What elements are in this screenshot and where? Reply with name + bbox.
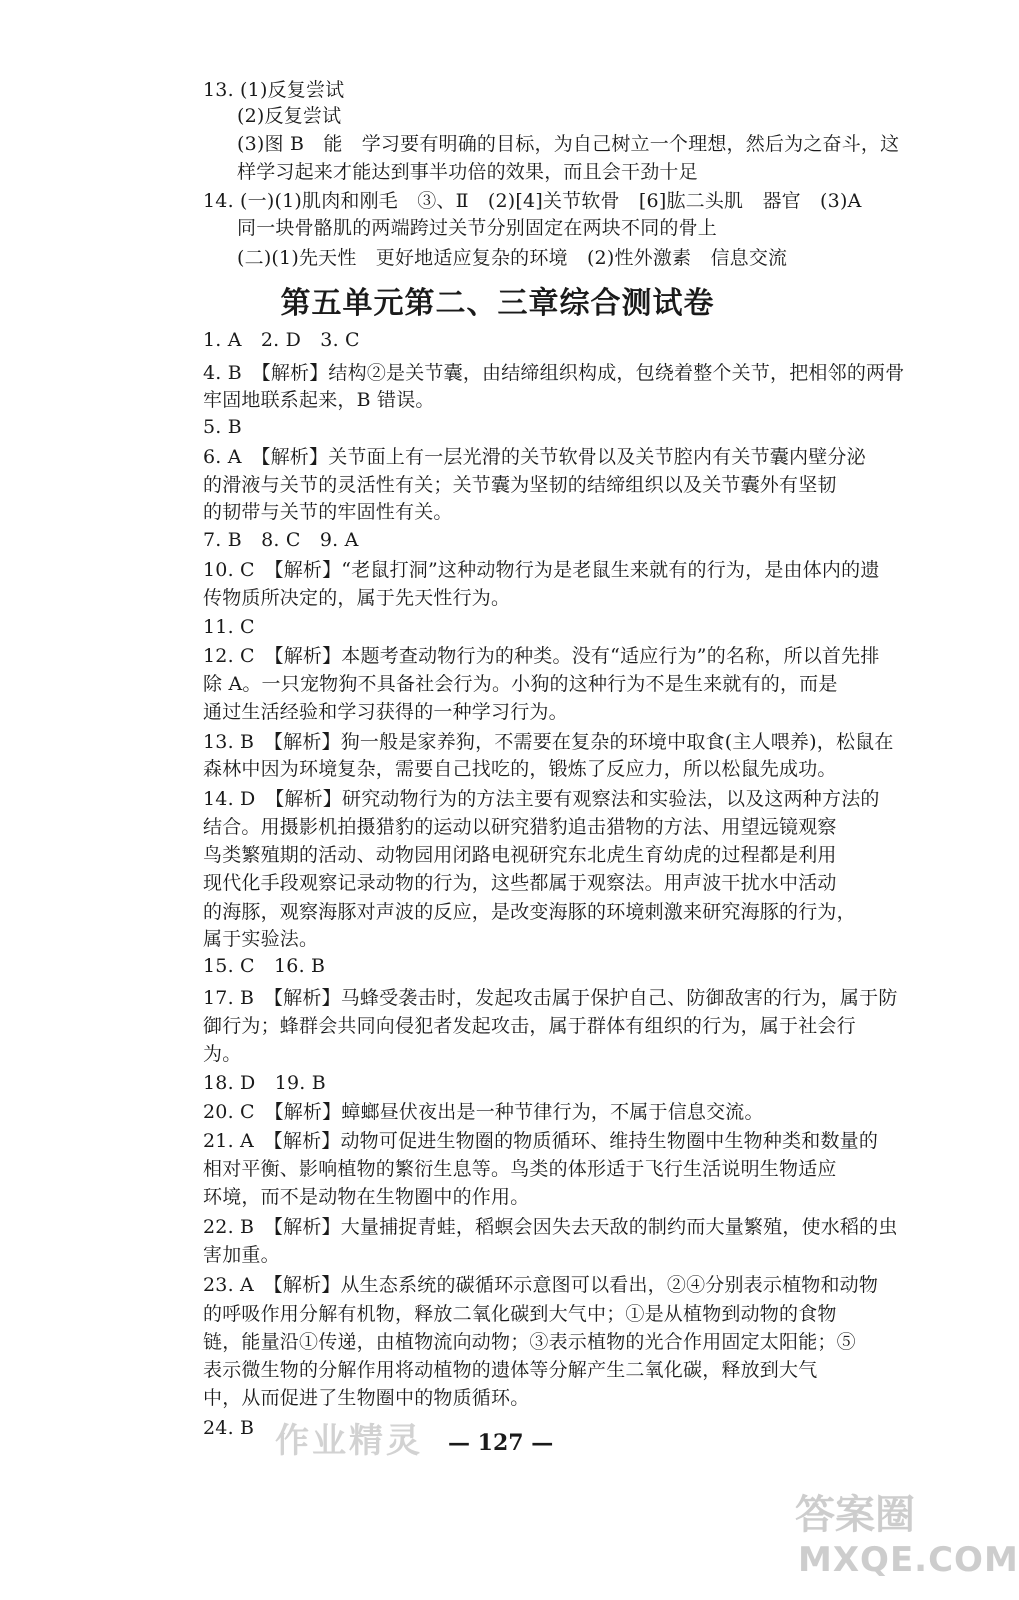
answer-line: 13. B 【解析】狗一般是家养狗，不需要在复杂的环境中取食(主人喂养)，松鼠在 bbox=[203, 731, 894, 753]
answer-line: 相对平衡、影响植物的繁衍生息等。鸟类的体形适于飞行生活说明生物适应 bbox=[203, 1158, 837, 1180]
answer-line: 同一块骨骼肌的两端跨过关节分别固定在两块不同的骨上 bbox=[237, 217, 718, 239]
answer-line: 21. A 【解析】动物可促进生物圈的物质循环、维持生物圈中生物种类和数量的 bbox=[203, 1130, 879, 1152]
answer-line: 通过生活经验和学习获得的一种学习行为。 bbox=[203, 701, 568, 723]
answer-line: 表示微生物的分解作用将动植物的遗体等分解产生二氧化碳，释放到大气 bbox=[203, 1359, 818, 1381]
answer-line: 1. A 2. D 3. C bbox=[203, 329, 360, 351]
answer-line: 的韧带与关节的牢固性有关。 bbox=[203, 501, 453, 523]
page-number: — 127 — bbox=[448, 1430, 554, 1456]
answer-line: 20. C 【解析】蟑螂昼伏夜出是一种节律行为，不属于信息交流。 bbox=[203, 1101, 764, 1123]
answer-line: 10. C 【解析】“老鼠打洞”这种动物行为是老鼠生来就有的行为，是由体内的遗 bbox=[203, 559, 880, 581]
answer-line: 鸟类繁殖期的活动、动物园用闭路电视研究东北虎生育幼虎的过程都是利用 bbox=[203, 844, 837, 866]
answer-line: 12. C 【解析】本题考查动物行为的种类。没有“适应行为”的名称，所以首先排 bbox=[203, 645, 880, 667]
answer-line: 15. C 16. B bbox=[203, 955, 326, 977]
answer-line: 链，能量沿①传递，由植物流向动物；③表示植物的光合作用固定太阳能；⑤ bbox=[203, 1331, 856, 1353]
answer-line: (二)(1)先天性 更好地适应复杂的环境 (2)性外激素 信息交流 bbox=[237, 247, 788, 269]
answer-line: 17. B 【解析】马蜂受袭击时，发起攻击属于保护自己、防御敌害的行为，属于防 bbox=[203, 987, 898, 1009]
answer-line: 13. (1)反复尝试 bbox=[203, 79, 345, 101]
answer-line: 的海豚，观察海豚对声波的反应，是改变海豚的环境刺激来研究海豚的行为， bbox=[203, 901, 856, 923]
answer-line: (3)图 B 能 学习要有明确的目标，为自己树立一个理想，然后为之奋斗，这 bbox=[237, 133, 900, 155]
answer-line: 现代化手段观察记录动物的行为，这些都属于观察法。用声波干扰水中活动 bbox=[203, 872, 837, 894]
answer-line: 中，从而促进了生物圈中的物质循环。 bbox=[203, 1387, 530, 1409]
corner-watermark-logo: 答案圈 bbox=[795, 1492, 915, 1538]
answer-line: 传物质所决定的，属于先天性行为。 bbox=[203, 587, 511, 609]
answer-line: 14. (一)(1)肌肉和刚毛 ③、Ⅱ (2)[4]关节软骨 [6]肱二头肌 器官 (3)A bbox=[203, 190, 862, 212]
corner-watermark-url: MXQE.COM bbox=[798, 1540, 1019, 1580]
answer-line: 森林中因为环境复杂，需要自己找吃的，锻炼了反应力，所以松鼠先成功。 bbox=[203, 758, 837, 780]
answer-line: 的呼吸作用分解有机物，释放二氧化碳到大气中；①是从植物到动物的食物 bbox=[203, 1303, 837, 1325]
answer-line: 14. D 【解析】研究动物行为的方法主要有观察法和实验法，以及这两种方法的 bbox=[203, 788, 880, 810]
answer-line: 害加重。 bbox=[203, 1244, 280, 1266]
answer-line: 属于实验法。 bbox=[203, 928, 319, 950]
answer-line: 11. C bbox=[203, 616, 255, 638]
answer-line: 4. B 【解析】结构②是关节囊，由结缔组织构成，包绕着整个关节，把相邻的两骨 bbox=[203, 362, 905, 384]
answer-line: 23. A 【解析】从生态系统的碳循环示意图可以看出，②④分别表示植物和动物 bbox=[203, 1274, 879, 1296]
answer-line: 样学习起来才能达到事半功倍的效果，而且会干劲十足 bbox=[237, 161, 698, 183]
answer-line: 24. B bbox=[203, 1417, 255, 1439]
watermark-text: 作业精灵 bbox=[275, 1421, 423, 1461]
answer-line: 牢固地联系起来，B 错误。 bbox=[203, 389, 435, 411]
answer-line: 22. B 【解析】大量捕捉青蛙，稻螟会因失去天敌的制约而大量繁殖，使水稻的虫 bbox=[203, 1216, 898, 1238]
answer-line: 7. B 8. C 9. A bbox=[203, 529, 359, 551]
answer-line: 的滑液与关节的灵活性有关；关节囊为坚韧的结缔组织以及关节囊外有坚韧 bbox=[203, 474, 837, 496]
answer-line: 除 A。一只宠物狗不具备社会行为。小狗的这种行为不是生来就有的，而是 bbox=[203, 673, 838, 695]
answer-line: 环境，而不是动物在生物圈中的作用。 bbox=[203, 1186, 530, 1208]
answer-line: 18. D 19. B bbox=[203, 1072, 326, 1094]
answer-line: 5. B bbox=[203, 416, 242, 438]
answer-line: 御行为；蜂群会共同向侵犯者发起攻击，属于群体有组织的行为，属于社会行 bbox=[203, 1015, 856, 1037]
answer-line: (2)反复尝试 bbox=[237, 105, 342, 127]
section-title: 第五单元第二、三章综合测试卷 bbox=[280, 286, 715, 321]
answer-line: 为。 bbox=[203, 1043, 242, 1065]
answer-line: 6. A 【解析】关节面上有一层光滑的关节软骨以及关节腔内有关节囊内壁分泌 bbox=[203, 446, 866, 468]
answer-line: 结合。用摄影机拍摄猎豹的运动以研究猎豹追击猎物的方法、用望远镜观察 bbox=[203, 816, 837, 838]
